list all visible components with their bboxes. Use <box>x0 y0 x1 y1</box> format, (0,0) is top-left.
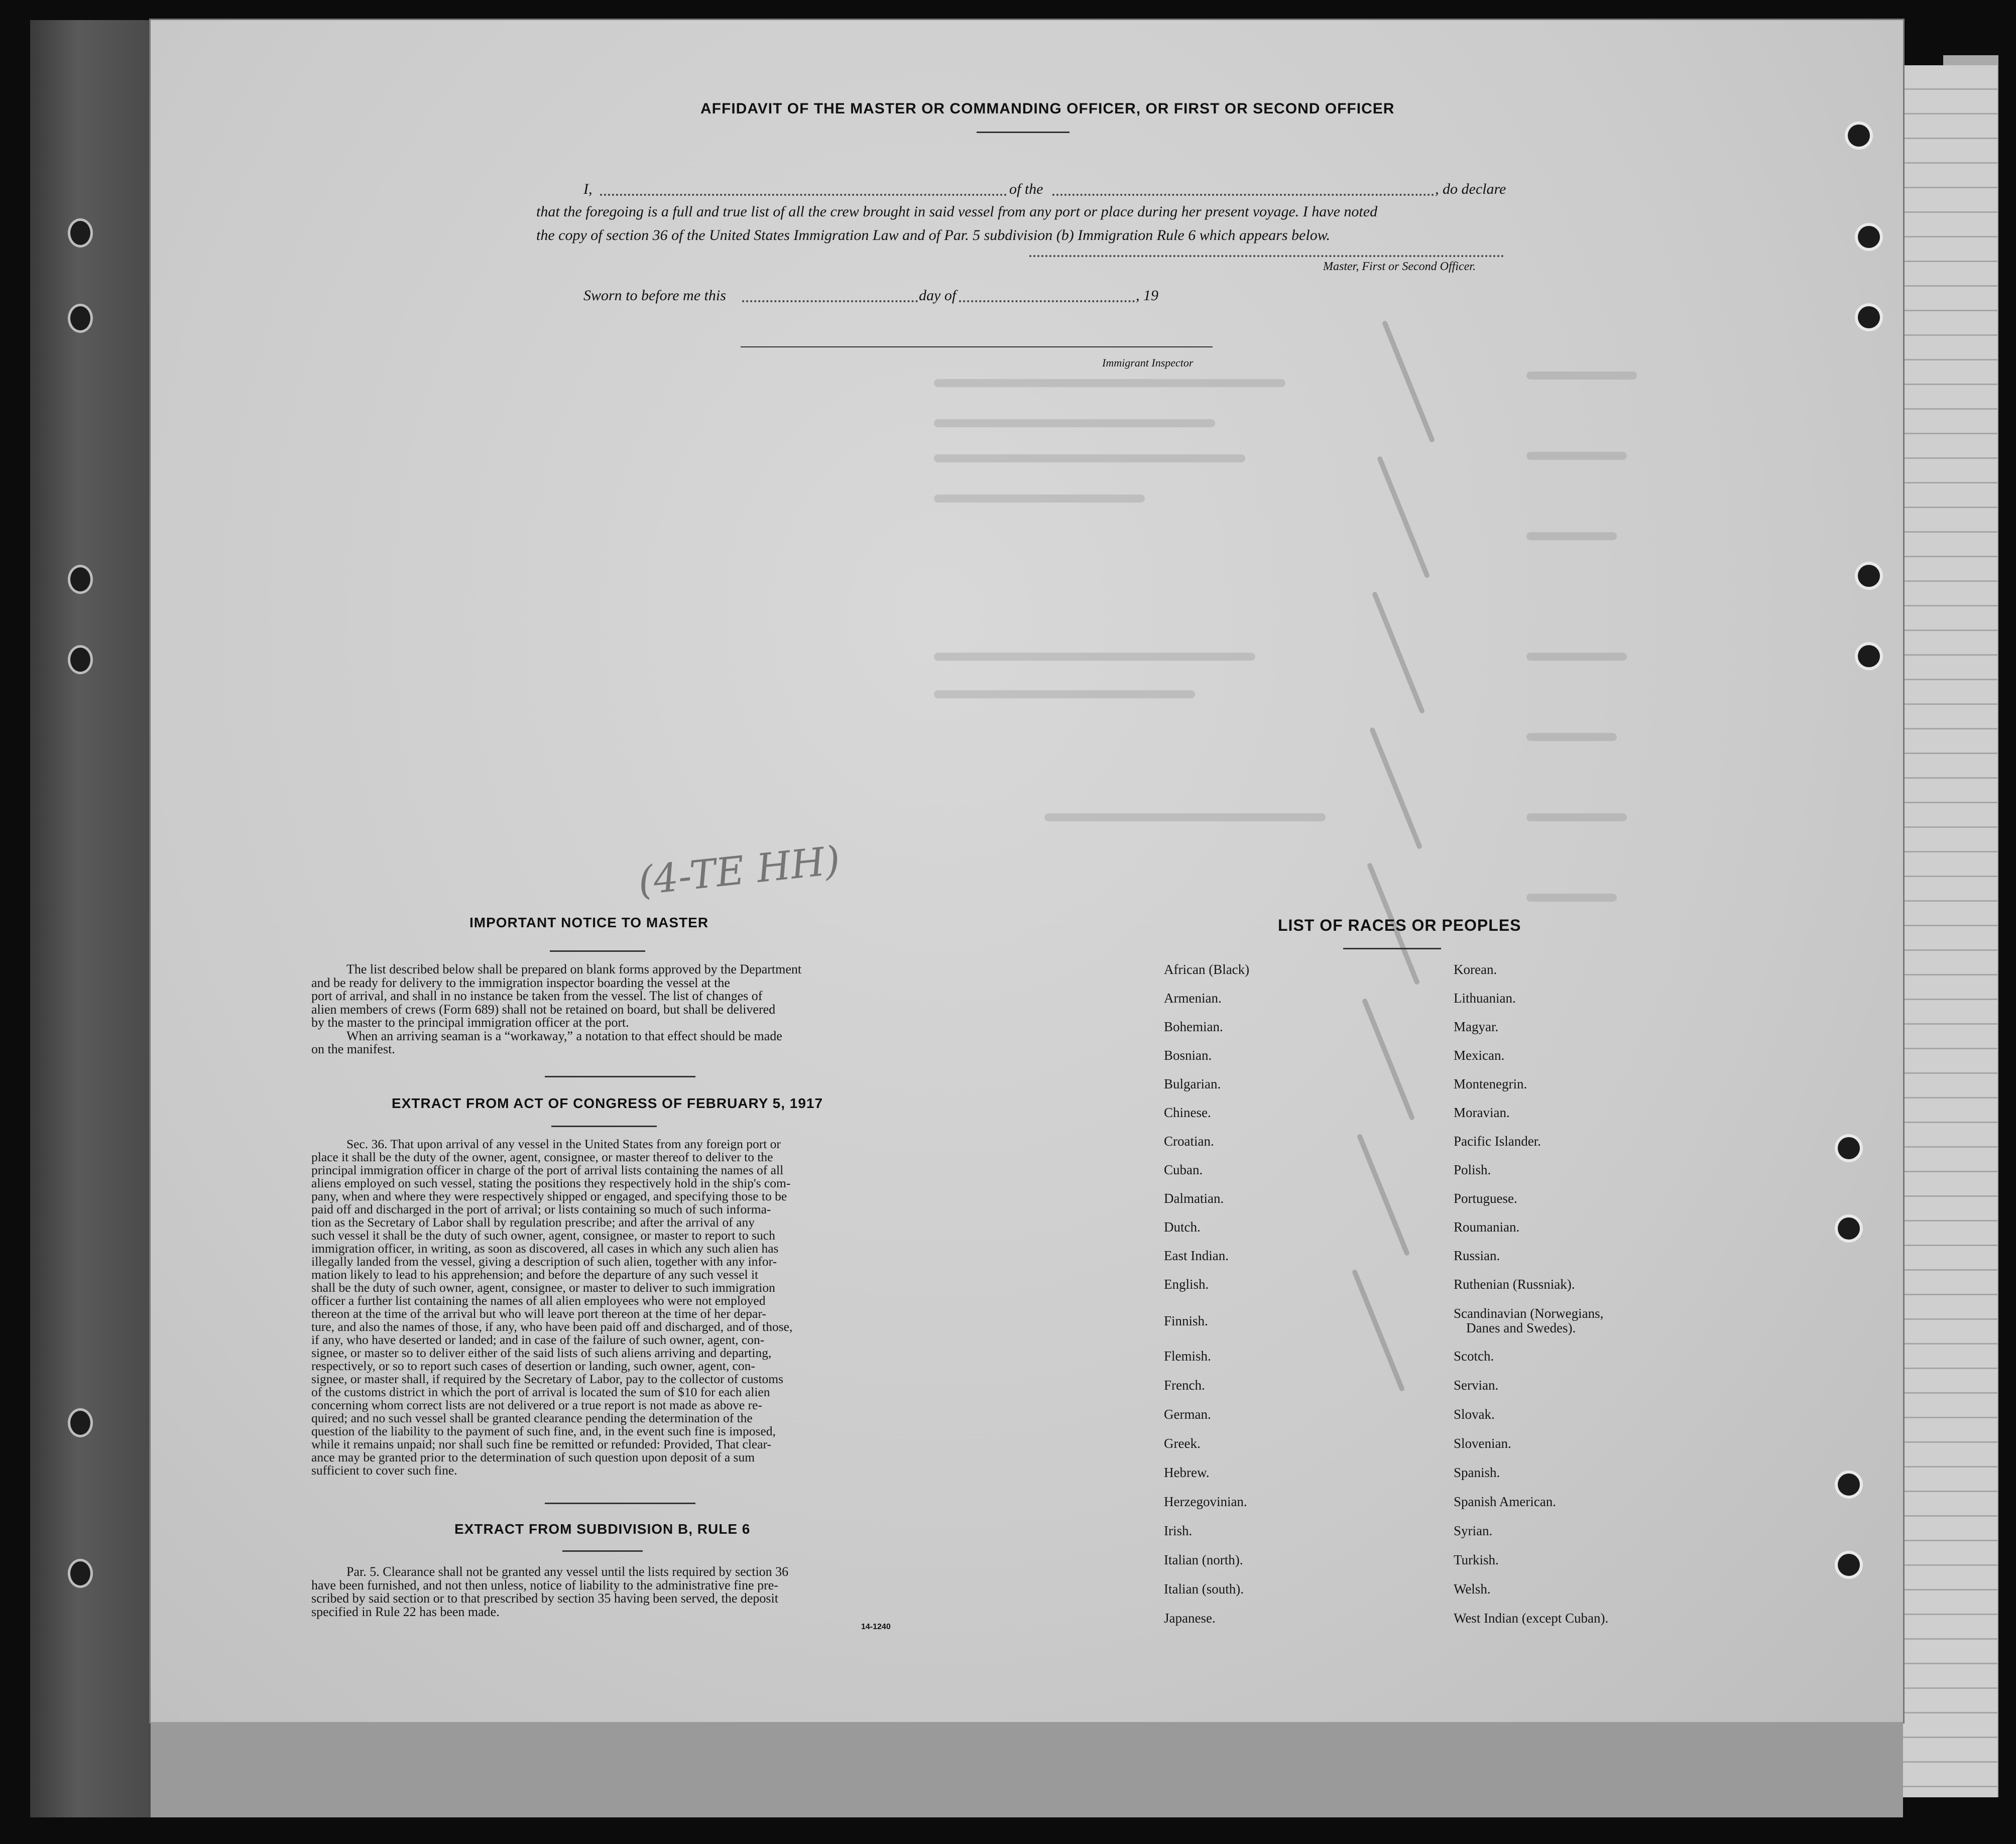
race-item: English. <box>1164 1277 1209 1292</box>
race-item: Scandinavian (Norwegians, <box>1454 1306 1604 1321</box>
race-item: African (Black) <box>1164 962 1250 977</box>
race-item: Bohemian. <box>1164 1019 1223 1034</box>
race-item: Slovenian. <box>1454 1436 1511 1451</box>
race-item: Syrian. <box>1454 1523 1493 1538</box>
act-body: Sec. 36. That upon arrival of any vessel in the United States from any foreign port or place it shall be the duty of the owner, agent, consignee, or master thereof to deliver to the principal immigration officer in charge of the port of arrival lists containing the names of all aliens employed on such vessel, stating the positions they respectively hold in the ship's com- pany, when and where they were respectively shipped or engaged, and specifying those to be paid off and discharged in the port of arrival; or lists containing so much of such informa- tion as the Secretary of Labor shall by regulation prescribe; and after the arrival of any such vessel it shall be the duty of such owner, agent, consignee, or master to report to such immigration officer, in writing, as soon as discovered, all cases in which any such alien has illegally landed from the vessel, giving a description of such alien, together with any infor- mation likely to lead to his apprehension; and before the departure of any such vessel it shall be the duty of such owner, agent, consignee, or master to deliver to such immigration officer a further list containing the names of all alien employees who were not employed thereon at the time of the arrival but who will leave port thereon at the time of her depar- ture, and also the names of those, if any, who have been paid off and discharged, and of those, if any, who have deserted or landed; and in case of the failure of such owner, agent, con- signee, or master so to deliver either of the said lists of such aliens arriving and departing, respectively, or so to report such cases of desertion or landing, such owner, agent, con- signee, or master shall, if required by the Secretary of Labor, pay to the collector of customs of the customs district in which the port of arrival is located the sum of $10 for each alien concerning whom correct lists are not delivered or a true report is not made as above re- quired; and no such vessel shall be granted clearance pending the determination of the question of the liability to the payment of such fine, and, in the event such fine is imposed, while it remains unpaid; nor shall such fine be remitted or refunded: Provided, That clear- ance may be granted prior to the determination of such question upon deposit of a sum sufficient to cover such fine. <box>311 1137 793 1478</box>
race-item: Japanese. <box>1164 1611 1216 1626</box>
punch-hole-icon <box>1858 306 1880 328</box>
affidavit-title: AFFIDAVIT OF THE MASTER OR COMMANDING OFFICER, OR FIRST OR SECOND OFFICER <box>700 100 1395 117</box>
master-name-field[interactable] <box>600 194 1007 196</box>
master-signature-field[interactable] <box>1029 255 1504 257</box>
race-item: Croatian. <box>1164 1134 1214 1149</box>
rule-rule <box>562 1550 643 1552</box>
affidavit-declare-label: , do declare <box>1435 181 1506 197</box>
sworn-label: Sworn to before me this <box>583 287 726 304</box>
punch-hole-icon <box>1858 226 1880 248</box>
sworn-day-of-label: day of <box>919 287 957 304</box>
race-item: Russian. <box>1454 1248 1500 1263</box>
inspector-caption: Immigrant Inspector <box>1102 356 1194 369</box>
race-item: Moravian. <box>1454 1105 1510 1120</box>
race-item: Ruthenian (Russniak). <box>1454 1277 1575 1292</box>
vessel-name-field[interactable] <box>1052 194 1434 196</box>
races-title: LIST OF RACES OR PEOPLES <box>1278 916 1521 934</box>
race-item: Irish. <box>1164 1523 1193 1538</box>
rule-title: EXTRACT FROM SUBDIVISION B, RULE 6 <box>454 1521 751 1537</box>
page-bottom-edge <box>151 1722 1903 1817</box>
binding-strip <box>30 20 151 1817</box>
punch-hole-icon <box>1838 1217 1860 1240</box>
form-number: 14-1240 <box>861 1623 891 1631</box>
punch-hole-icon <box>1838 1554 1860 1576</box>
punch-hole-icon <box>1848 125 1870 147</box>
race-item: Hebrew. <box>1164 1465 1210 1480</box>
punch-hole-icon <box>1858 645 1880 667</box>
sworn-month-field[interactable] <box>959 300 1135 302</box>
affidavit-i-label: I, <box>583 181 592 197</box>
punch-hole-icon <box>1838 1473 1860 1496</box>
race-item: Flemish. <box>1164 1348 1211 1364</box>
race-item: Armenian. <box>1164 991 1222 1006</box>
punch-hole-icon <box>70 306 90 330</box>
race-item: Italian (south). <box>1164 1581 1244 1596</box>
title-rule <box>977 132 1070 133</box>
race-item: Magyar. <box>1454 1019 1499 1034</box>
race-item: Herzegovinian. <box>1164 1494 1247 1509</box>
race-item: Chinese. <box>1164 1105 1211 1120</box>
punch-hole-icon <box>70 567 90 591</box>
act-top-rule <box>545 1076 695 1077</box>
inspector-signature-field[interactable] <box>741 346 1213 347</box>
punch-hole-icon <box>1838 1137 1860 1159</box>
race-item: Finnish. <box>1164 1313 1208 1328</box>
race-item: Polish. <box>1454 1162 1491 1177</box>
punch-hole-icon <box>70 1561 90 1585</box>
race-item: East Indian. <box>1164 1248 1229 1263</box>
signature-caption: Master, First or Second Officer. <box>1323 260 1476 273</box>
affidavit-line-3: the copy of section 36 of the United States Immigration Law and of Par. 5 subdivision (b) Immigration Rule 6 which appears below. <box>536 227 1330 243</box>
notice-body: The list described below shall be prepared on blank forms approved by the Department and be ready for delivery to the immigration inspector boarding the vessel at the port of arrival, and shall in no instance be taken from the vessel. The list of changes of alien members of crews (Form 689) shall not be retained on board, but shall be delivered by the master to the principal immigration officer at the port. When an arriving seaman is a “workaway,” a notation to that effect should be made on the manifest. <box>311 962 802 1056</box>
notice-rule <box>550 950 645 952</box>
race-item: French. <box>1164 1378 1205 1393</box>
race-item: Bulgarian. <box>1164 1076 1221 1091</box>
races-rule <box>1343 948 1441 949</box>
race-item: Slovak. <box>1454 1407 1495 1422</box>
notice-title: IMPORTANT NOTICE TO MASTER <box>469 915 709 930</box>
race-item: Lithuanian. <box>1454 991 1516 1006</box>
sworn-day-field[interactable] <box>742 300 918 302</box>
race-item: Mexican. <box>1454 1048 1505 1063</box>
race-item: Italian (north). <box>1164 1552 1243 1567</box>
race-item: Bosnian. <box>1164 1048 1212 1063</box>
race-item-continued: Danes and Swedes). <box>1466 1320 1576 1335</box>
punch-hole-icon <box>70 648 90 672</box>
race-item: German. <box>1164 1407 1211 1422</box>
race-item: Spanish American. <box>1454 1494 1556 1509</box>
punch-hole-icon <box>70 221 90 245</box>
race-item: Roumanian. <box>1454 1219 1520 1235</box>
race-item: Cuban. <box>1164 1162 1203 1177</box>
race-item: Scotch. <box>1454 1348 1494 1364</box>
race-item: Dalmatian. <box>1164 1191 1224 1206</box>
affidavit-of-the-label: of the <box>1009 181 1043 197</box>
race-item: Turkish. <box>1454 1552 1499 1567</box>
race-item: Greek. <box>1164 1436 1201 1451</box>
rule-top-rule <box>545 1503 695 1504</box>
race-item: Korean. <box>1454 962 1497 977</box>
race-item: Pacific Islander. <box>1454 1134 1541 1149</box>
race-item: Dutch. <box>1164 1219 1201 1235</box>
race-item: Spanish. <box>1454 1465 1500 1480</box>
race-item: Portuguese. <box>1454 1191 1517 1206</box>
sworn-year-label: , 19 <box>1136 287 1158 304</box>
race-item: West Indian (except Cuban). <box>1454 1611 1609 1626</box>
race-item: Montenegrin. <box>1454 1076 1527 1091</box>
act-rule <box>551 1126 657 1127</box>
rule-body: Par. 5. Clearance shall not be granted any vessel until the lists required by section 36 have been furnished, and not then unless, notice of liability to the administrative fine pre- scribed by said section or to that prescribed by section 35 having been served, the deposit specified in Rule 22 has been made. <box>311 1564 789 1619</box>
act-title: EXTRACT FROM ACT OF CONGRESS OF FEBRUARY 5, 1917 <box>392 1095 823 1111</box>
affidavit-line-2: that the foregoing is a full and true list of all the crew brought in said vessel from any port or place during her present voyage. I have noted <box>536 203 1378 220</box>
handwritten-note: (4-TE HH) <box>636 838 843 904</box>
race-item: Welsh. <box>1454 1581 1491 1596</box>
punch-hole-icon <box>70 1411 90 1435</box>
race-item: Servian. <box>1454 1378 1499 1393</box>
punch-hole-icon <box>1858 565 1880 587</box>
